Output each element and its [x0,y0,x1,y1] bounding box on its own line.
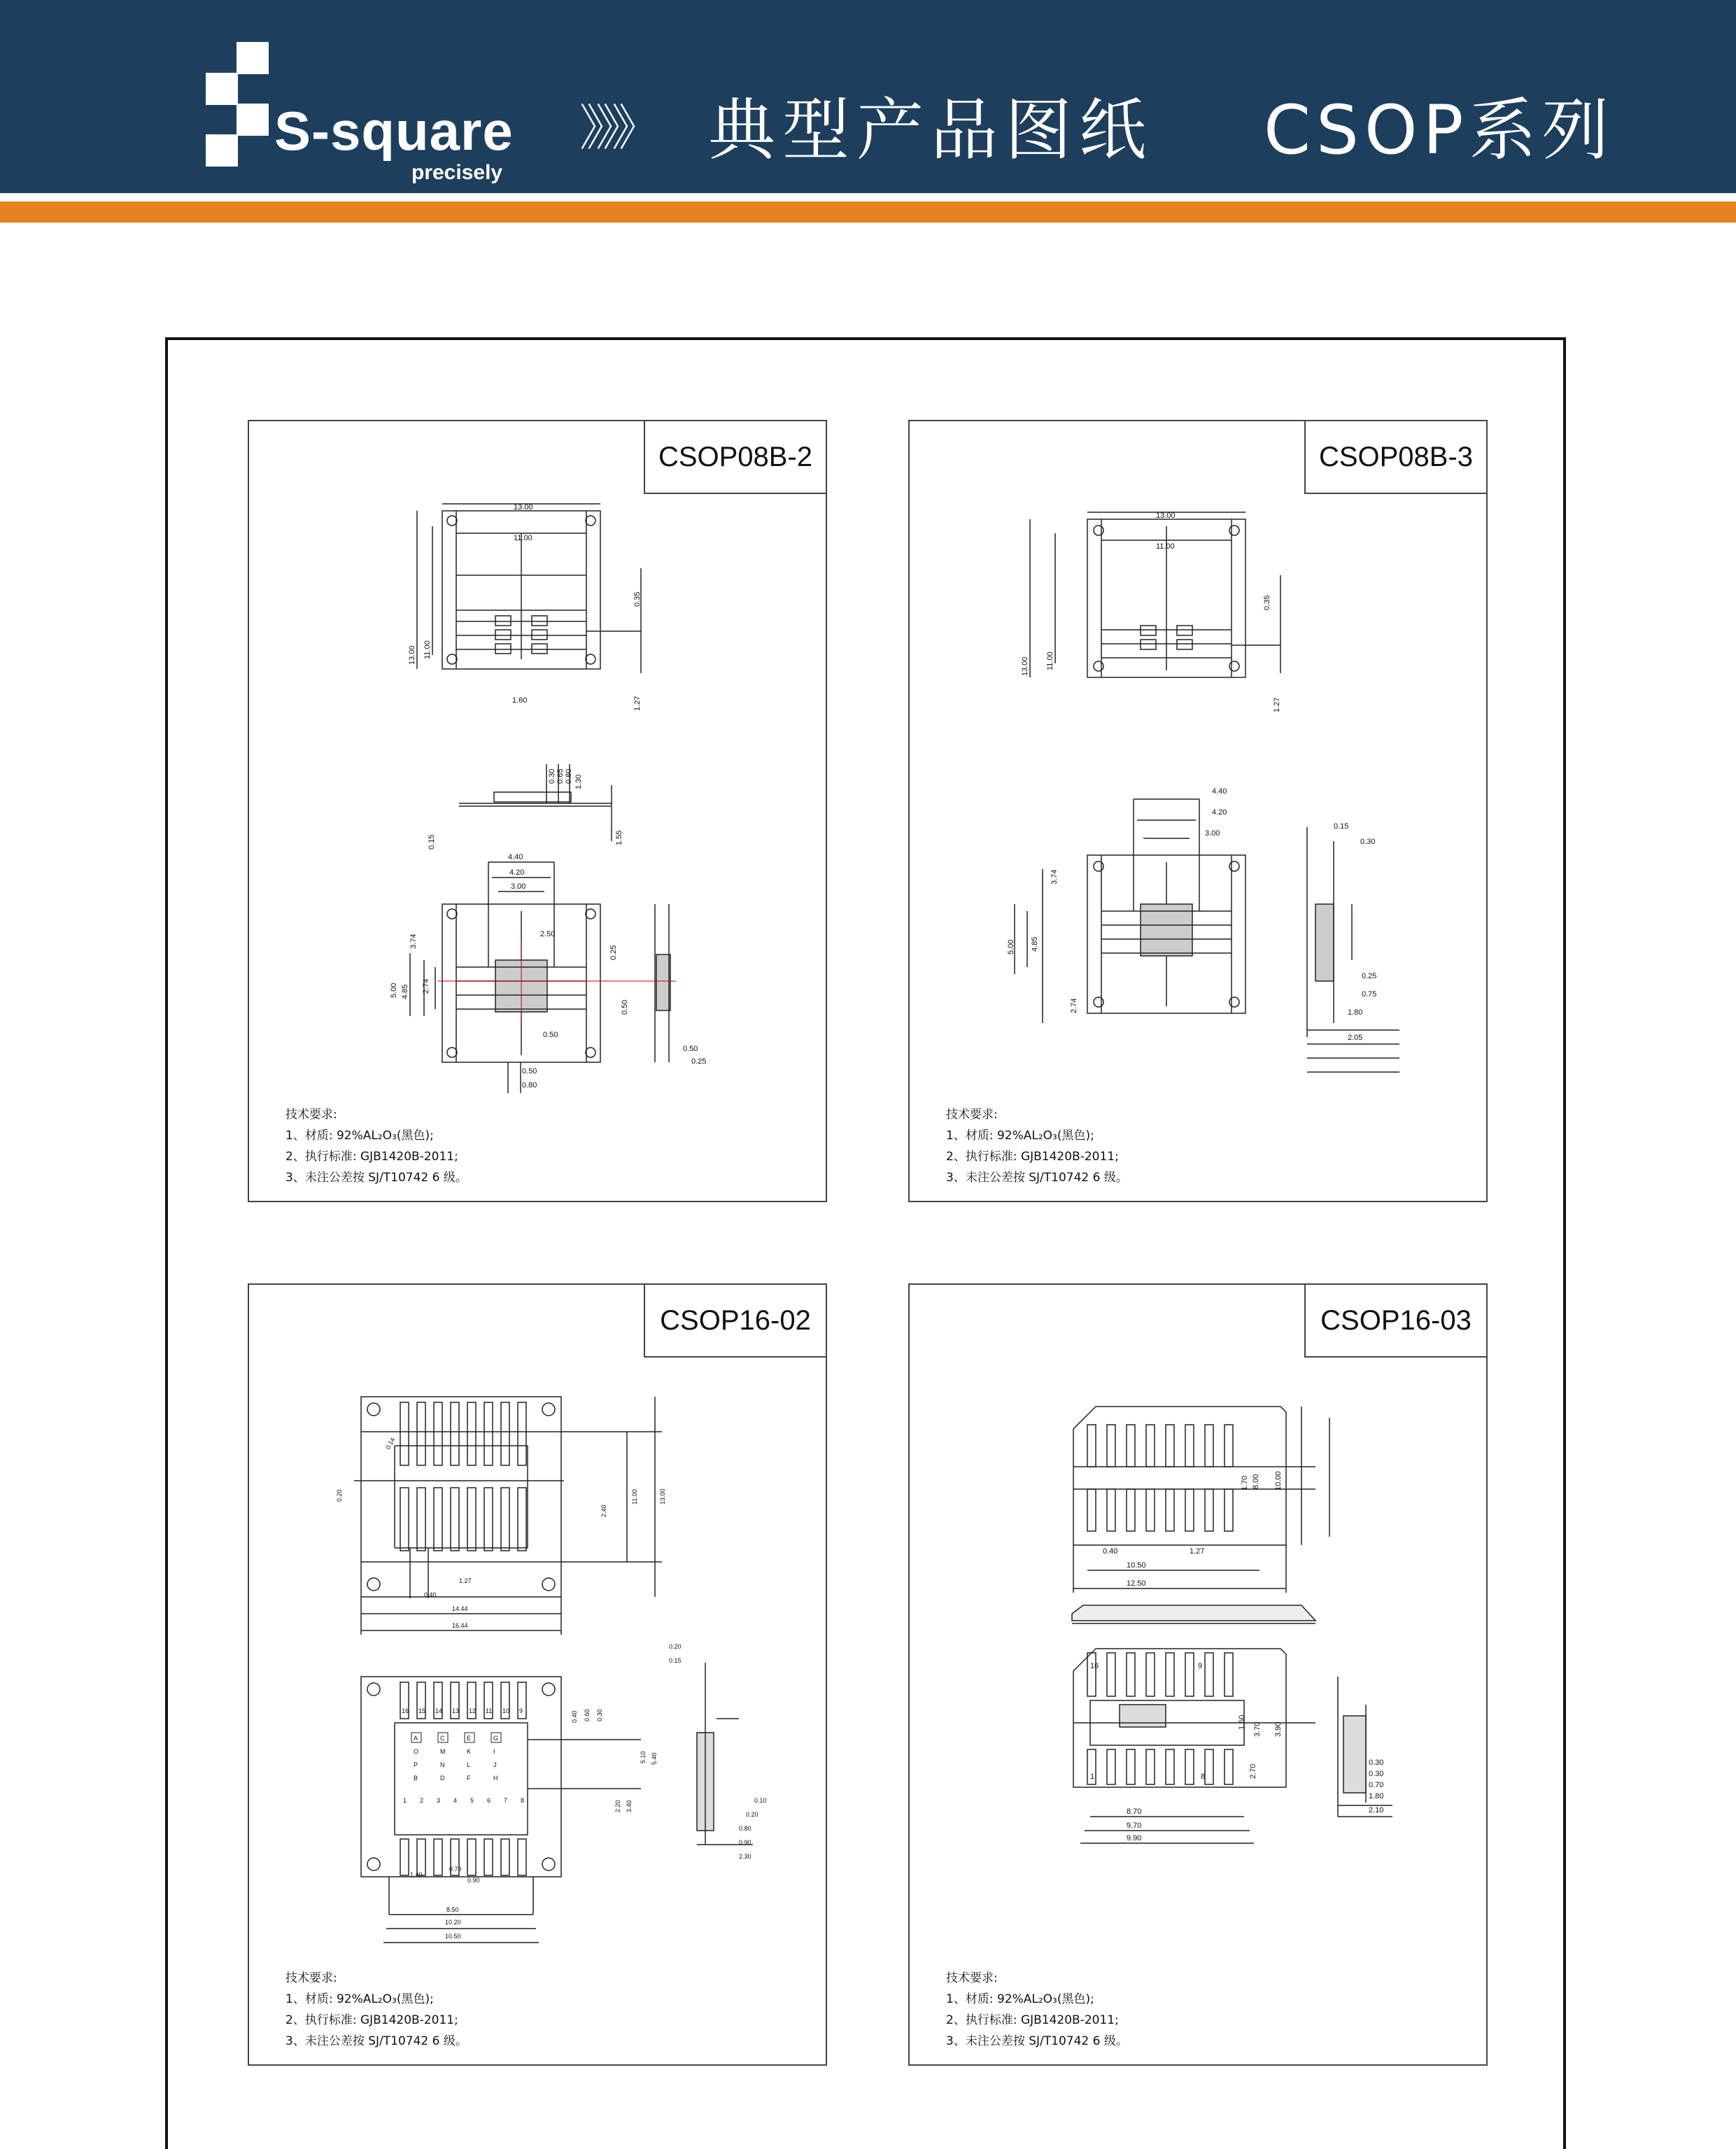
dim-label: 3.70 [1253,1721,1262,1737]
pad-letter: F [467,1775,471,1782]
dim-label: 0.70 [449,1866,462,1873]
pin-number: 11 [486,1707,493,1714]
dim-label: 2.70 [1249,1763,1257,1779]
note-line: 3、未注公差按 SJ/T10742 6 级。 [946,1171,1128,1185]
dim-label: 2.05 [1348,1034,1363,1042]
pin-number: 14 [435,1707,443,1714]
pin-number: 5 [470,1797,474,1804]
pin-number: 1 [403,1797,407,1804]
drawing-panel-csop16-02 [248,1283,827,2066]
dim-label: 0.90 [467,1877,480,1884]
dim-label: 0.40 [424,1591,437,1598]
dim-label: 4.40 [1212,787,1227,796]
note-line: 3、未注公差按 SJ/T10742 6 级。 [285,1171,467,1185]
pin-number: 6 [487,1797,491,1804]
dim-label: 11.00 [631,1489,638,1505]
dim-label: 0.30 [1369,1770,1384,1778]
pin-label: 9 [1198,1662,1203,1670]
dim-label: 10.00 [1274,1471,1283,1491]
dim-label: 12.50 [1127,1579,1146,1588]
pad-letter: D [440,1775,445,1782]
dim-label: 0.20 [669,1643,682,1650]
brand-tagline: precisely [411,161,503,184]
dim-label: 0.30 [1369,1759,1384,1767]
pin-number: 16 [402,1707,409,1714]
dim-label: 10.20 [445,1919,461,1926]
pin-number: 3 [437,1797,441,1804]
dim-label: 4.20 [509,868,525,877]
dim-label: 1.40 [410,1871,423,1878]
pad-letter: G [493,1735,499,1742]
dim-label: 0.20 [746,1811,758,1818]
dim-label: 1.80 [1369,1792,1384,1801]
pad-grid [411,1733,501,1782]
dim-label: 3.00 [1205,829,1220,838]
technical-drawing [249,1285,828,2067]
dim-label: 11.00 [1046,651,1054,670]
chevrons-icon: 》》》 [579,99,652,157]
pin-number: 4 [453,1797,458,1804]
dim-label: 10.50 [1127,1561,1146,1570]
dim-label: 0.75 [1362,990,1377,999]
dim-label: 1.50 [1238,1714,1246,1730]
dim-label: 3.40 [626,1800,633,1812]
dim-label: 0.10 [754,1797,767,1804]
dim-label: 13.00 [1156,512,1176,520]
dim-label: 4.20 [1212,808,1227,817]
dim-label: 11.00 [423,640,432,659]
logo-square [237,104,269,136]
dim-label: 0.30 [1360,838,1376,846]
dim-label: 14.44 [452,1605,468,1612]
technical-drawing [249,421,828,1204]
page-title-cn: 典型产品图纸 [708,91,1153,169]
pin-number: 15 [418,1707,426,1714]
dim-label: 0.90 [739,1839,751,1846]
note-line: 1、材质: 92%AL₂O₃(黑色); [946,1992,1094,2006]
pin-number: 13 [452,1707,460,1714]
note-line: 2、执行标准: GJB1420B-2011; [285,2013,458,2027]
dim-label: 4.85 [1031,936,1039,952]
note-line: 技术要求: [946,1108,998,1122]
note-line: 1、材质: 92%AL₂O₃(黑色); [285,1129,434,1143]
pad-letter: E [467,1735,472,1742]
dim-label: 0.15 [669,1657,682,1664]
dim-label: 1.80 [1348,1008,1363,1017]
dim-label: 1.60 [512,696,528,705]
panel-title: CSOP16-02 [644,1283,827,1358]
dim-label: 2.50 [540,930,556,938]
pin-number: 12 [469,1707,477,1714]
pin-number: 2 [420,1797,424,1804]
dim-label: 13.00 [514,503,533,512]
dim-label: 1.27 [459,1577,472,1584]
note-line: 技术要求: [946,1971,998,1985]
dim-label: 3.74 [1050,869,1059,885]
dim-label: 1.27 [1273,697,1281,712]
dim-label: 13.00 [1021,656,1029,676]
dim-label: 16.44 [452,1622,468,1629]
drawing-panel-csop08b-3 [908,420,1488,1202]
logo-square [206,134,238,167]
panel-title: CSOP08B-2 [644,420,827,494]
dim-label: 8.70 [1127,1808,1142,1816]
dim-label: 3.90 [1274,1721,1283,1737]
note-line: 2、执行标准: GJB1420B-2011; [946,2013,1119,2027]
pin-label: 16 [1090,1662,1099,1670]
dim-label: 1.27 [633,696,642,711]
pad-letter: C [440,1735,445,1742]
pin-number: 8 [521,1797,525,1804]
dim-label: 2.40 [600,1505,607,1517]
dim-label: 0.14 [384,1436,397,1451]
dim-label: 5.40 [651,1752,658,1765]
dim-label: 9.90 [1127,1834,1142,1842]
pad-letter: B [414,1775,418,1782]
dim-label: 5.00 [390,982,398,998]
pad-letter: J [493,1761,497,1768]
dim-label: 3.00 [511,882,526,891]
dim-label: 10.50 [445,1933,461,1940]
dim-label: 2.20 [614,1800,621,1812]
dim-label: 0.30 [596,1709,603,1721]
note-line: 技术要求: [285,1108,337,1122]
dim-label: 0.40 [1103,1547,1118,1556]
dim-label: 0.35 [1263,595,1271,610]
dim-label: 0.50 [621,999,629,1015]
dim-label: 0.50 [543,1031,558,1039]
dim-label: 13.00 [659,1488,666,1505]
dim-label: 5.00 [1007,939,1015,954]
pad-letter: P [414,1761,418,1768]
dim-label: 0.80 [739,1825,751,1832]
dim-label: 0.40 [571,1710,578,1723]
dim-label: 0.50 [522,1067,537,1076]
pad-letter: H [493,1775,498,1782]
technical-notes [946,1104,1128,1188]
dim-label: 0.20 [336,1489,343,1502]
pad-letter: L [467,1761,471,1768]
dim-label: 0.15 [428,834,436,850]
pad-letter: M [440,1748,446,1755]
note-line: 3、未注公差按 SJ/T10742 6 级。 [285,2034,467,2048]
dim-label: 0.80 [565,768,573,784]
technical-notes [946,1968,1128,2052]
pin-number: 10 [502,1707,510,1714]
dim-label: 1.30 [574,774,583,789]
page-title-series: CSOP系列 [1264,91,1615,169]
dim-label: 0.30 [548,768,556,784]
pin-label: 8 [1201,1773,1206,1781]
dim-label: 4.40 [508,853,523,861]
pad-letter: N [440,1761,445,1768]
dim-label: 1.27 [1190,1547,1205,1556]
dim-label: 2.74 [1070,998,1078,1013]
drawing-panel-csop08b-2 [248,420,827,1202]
dim-label: 0.15 [1334,822,1349,831]
technical-drawing [910,421,1489,1204]
pin-number: 9 [519,1707,523,1714]
dim-label: 9.70 [1127,1822,1142,1830]
dim-label: 2.10 [1369,1806,1384,1815]
note-line: 技术要求: [285,1971,337,1985]
dim-label: 11.00 [514,534,532,542]
dim-label: 0.25 [609,945,618,960]
pin-number: 7 [504,1797,508,1804]
dim-label: 0.65 [556,768,565,784]
dim-label: 5.10 [640,1751,647,1763]
pad-letter: K [467,1748,472,1755]
logo-square [206,73,238,105]
dim-label: 0.70 [1369,1781,1384,1789]
dim-label: 1.55 [615,830,623,845]
pin-label: 1 [1090,1773,1095,1781]
drawing-panel-csop16-03 [908,1283,1488,2066]
dim-label: 4.85 [401,984,409,999]
dim-label: 0.60 [584,1709,591,1721]
dim-label: 0.25 [691,1057,707,1066]
dim-label: 0.80 [522,1081,537,1090]
dim-label: 8.50 [446,1906,459,1913]
dim-label: 2.30 [739,1853,751,1860]
dim-label: 8.00 [1252,1474,1260,1489]
technical-notes [285,1104,467,1188]
accent-stripe [0,202,1736,223]
note-line: 1、材质: 92%AL₂O₃(黑色); [285,1992,434,2006]
brand-name: S-square [274,100,514,162]
pad-letter: I [493,1748,495,1755]
note-line: 3、未注公差按 SJ/T10742 6 级。 [946,2034,1128,2048]
logo-square [237,42,269,74]
technical-drawing [910,1285,1489,2067]
dim-label: 1.70 [1241,1475,1249,1491]
pad-letter: A [414,1735,418,1742]
dim-label: 2.74 [422,978,430,994]
dim-label: 13.00 [408,645,416,665]
dim-label: 3.74 [409,933,418,949]
note-line: 2、执行标准: GJB1420B-2011; [285,1150,458,1164]
dim-label: 0.50 [683,1045,698,1053]
panel-title: CSOP08B-3 [1304,420,1488,494]
dim-label: 11.00 [1156,542,1175,551]
pad-letter: O [414,1748,419,1755]
panel-title: CSOP16-03 [1304,1283,1488,1358]
technical-notes [285,1968,467,2052]
note-line: 1、材质: 92%AL₂O₃(黑色); [946,1129,1094,1143]
dim-label: 0.35 [633,591,642,607]
note-line: 2、执行标准: GJB1420B-2011; [946,1150,1119,1164]
dim-label: 0.25 [1362,972,1377,980]
